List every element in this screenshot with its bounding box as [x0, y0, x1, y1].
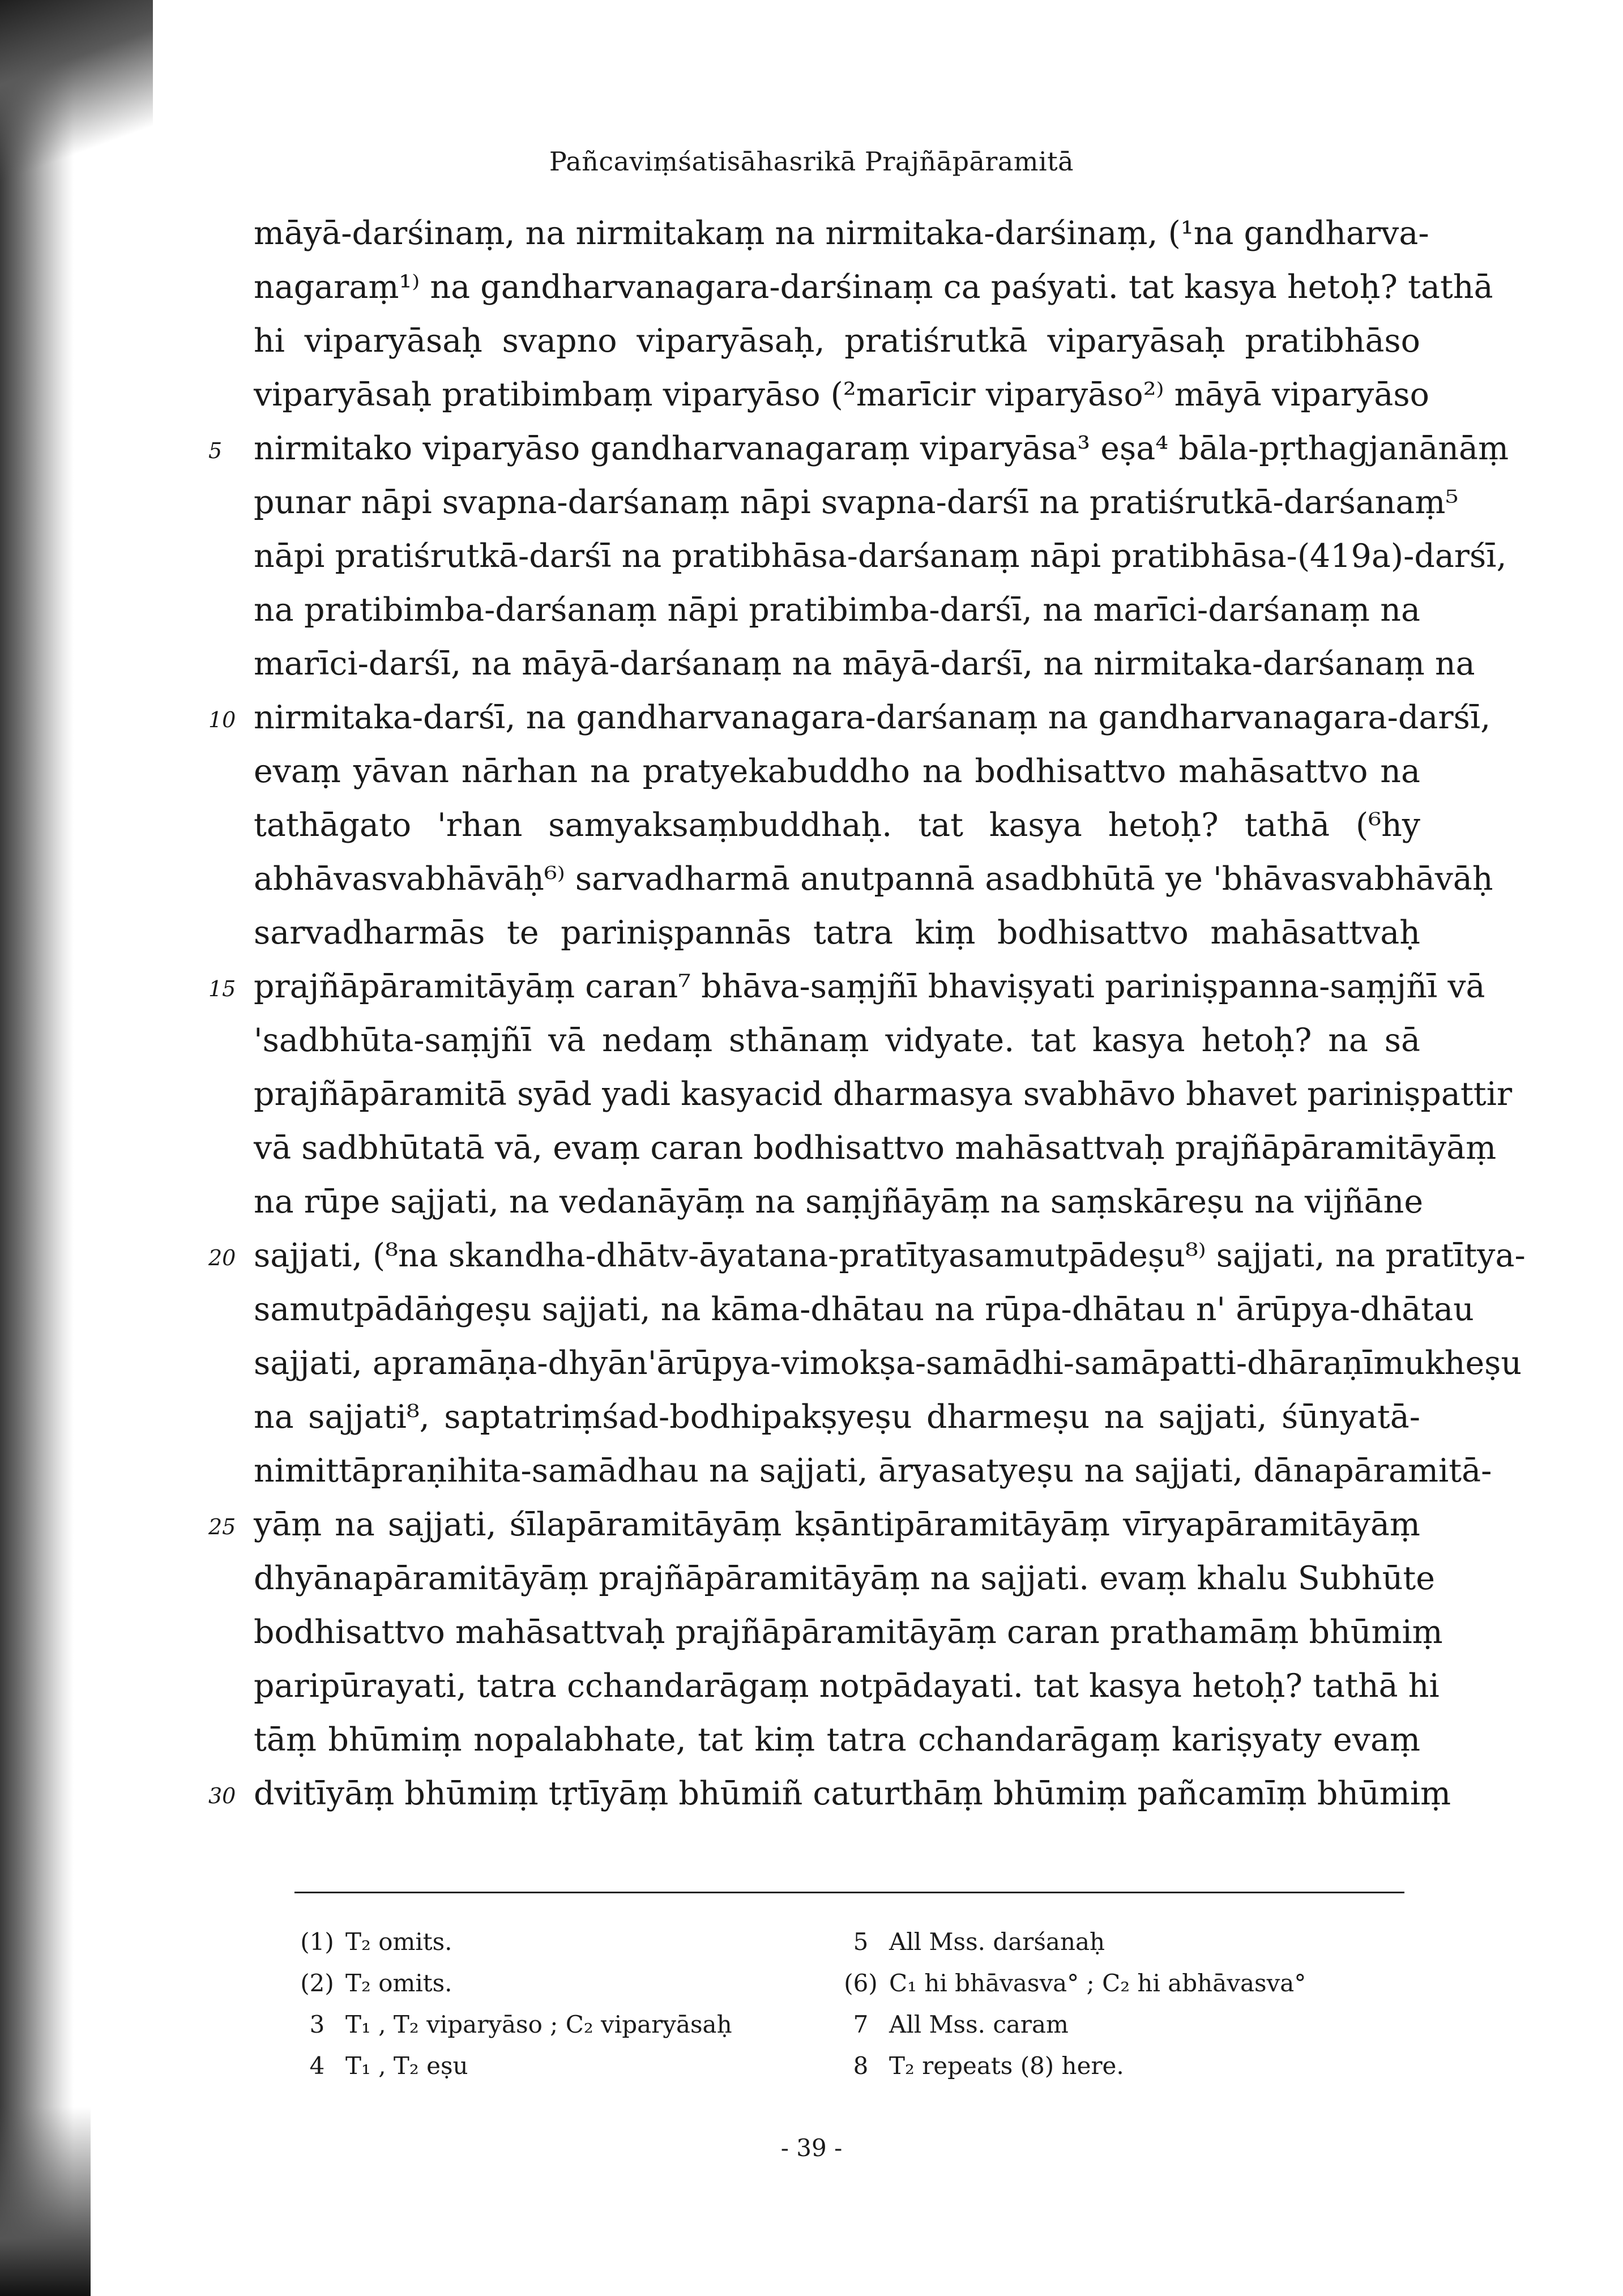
footnote-text: All Mss. caram — [889, 2011, 1069, 2038]
footnote-number: 8 — [853, 2052, 869, 2080]
footnote — [289, 2045, 827, 2086]
footnote — [832, 2045, 1370, 2086]
footnote-rule — [294, 1892, 1404, 1893]
text-line — [254, 314, 1420, 368]
text-line — [254, 207, 1429, 261]
footnote-text: C₁ hi bhāvasva° ; C₂ hi abhāvasva° — [889, 1969, 1306, 1997]
footnote-text: All Mss. darśanaḥ — [889, 1928, 1105, 1956]
text-line — [254, 745, 1420, 799]
line-text: sajjati, (⁸na skandha-dhātv-āyatana-pratītyasamutpādeṣu⁸⁾ sajjati, na pratītya- — [254, 1237, 1526, 1274]
text-line — [254, 637, 1475, 691]
footnote-row — [289, 1962, 1365, 2004]
line-text: dvitīyāṃ bhūmiṃ tṛtīyāṃ bhūmiñ caturthāṃ bhūmiṃ pañcamīṃ bhūmiṃ — [254, 1775, 1451, 1812]
line-text: nāpi pratiśrutkā-darśī na pratibhāsa-darśanaṃ nāpi pratibhāsa-(419a)-darśī, — [254, 537, 1507, 575]
line-text: na sajjati⁸, saptatriṃśad-bodhipakṣyeṣu dharmeṣu na sajjati, śūnyatā- — [254, 1398, 1420, 1436]
footnote — [289, 1921, 827, 1962]
line-number: 20 — [208, 1245, 236, 1270]
footnote — [832, 2004, 1370, 2045]
line-text: tāṃ bhūmiṃ nopalabhate, tat kiṃ tatra cchandarāgaṃ kariṣyaty evaṃ — [254, 1721, 1420, 1759]
text-line — [254, 583, 1420, 637]
line-text: nirmitaka-darśī, na gandharvanagara-darśanaṃ na gandharvanagara-darśī, — [254, 699, 1491, 736]
line-text: punar nāpi svapna-darśanaṃ nāpi svapna-darśī na pratiśrutkā-darśanaṃ⁵ — [254, 484, 1459, 521]
line-text: tathāgato 'rhan samyaksaṃbuddhaḥ. tat kasya hetoḥ? tathā (⁶hy — [254, 806, 1420, 844]
text-line — [254, 1552, 1436, 1606]
text-line — [254, 1283, 1474, 1337]
text-line — [254, 1337, 1522, 1390]
line-number: 10 — [208, 707, 236, 732]
footnote-row — [289, 2045, 1365, 2086]
line-text: bodhisattvo mahāsattvaḥ prajñāpāramitāyāṃ caran prathamāṃ bhūmiṃ — [254, 1614, 1443, 1651]
line-text: 'sadbhūta-saṃjñī vā nedaṃ sthānaṃ vidyate. tat kasya hetoḥ? na sā — [254, 1022, 1420, 1059]
footnote-number: (1) — [300, 1928, 334, 1956]
line-text: abhāvasvabhāvāḥ⁶⁾ sarvadharmā anutpannā asadbhūtā ye 'bhāvasvabhāvāḥ — [254, 860, 1493, 898]
line-text: samutpādāṅgeṣu sajjati, na kāma-dhātau na rūpa-dhātau n' ārūpya-dhātau — [254, 1291, 1474, 1328]
footnote-number: 5 — [853, 1928, 869, 1956]
line-text: prajñāpāramitā syād yadi kasyacid dharmasya svabhāvo bhavet pariniṣpattir — [254, 1076, 1513, 1113]
footnote-row — [289, 2004, 1365, 2045]
text-line — [208, 1229, 1526, 1283]
text-line — [254, 799, 1420, 852]
line-text: viparyāsaḥ pratibimbaṃ viparyāso (²marīcir viparyāso²⁾ māyā viparyāso — [254, 376, 1429, 413]
footnote-number: 3 — [309, 2011, 325, 2038]
book-spine-shadow — [0, 0, 74, 2296]
page-number: - 39 - — [780, 2134, 843, 2162]
text-line — [208, 1767, 1451, 1821]
line-text: sarvadharmās te pariniṣpannās tatra kiṃ bodhisattvo mahāsattvaḥ — [254, 914, 1420, 951]
text-line — [254, 1606, 1443, 1659]
text-line — [208, 1498, 1420, 1552]
footnote — [289, 1962, 827, 2004]
line-text: vā sadbhūtatā vā, evaṃ caran bodhisattvo mahāsattvaḥ prajñāpāramitāyāṃ — [254, 1129, 1497, 1167]
footnote — [289, 2004, 827, 2045]
footnote — [832, 1962, 1370, 2004]
text-line — [254, 368, 1429, 422]
line-text: na pratibimba-darśanaṃ nāpi pratibimba-darśī, na marīci-darśanaṃ na — [254, 591, 1420, 629]
text-line — [208, 422, 1509, 476]
line-text: dhyānapāramitāyāṃ prajñāpāramitāyāṃ na sajjati. evaṃ khalu Subhūte — [254, 1560, 1436, 1597]
text-line — [254, 1659, 1440, 1713]
line-number: 25 — [208, 1514, 236, 1539]
footnote-text: T₁ , T₂ eṣu — [345, 2052, 468, 2080]
text-line — [254, 1713, 1420, 1767]
line-text: prajñāpāramitāyāṃ caran⁷ bhāva-saṃjñī bhaviṣyati pariniṣpanna-saṃjñī vā — [254, 968, 1485, 1005]
text-line — [208, 691, 1491, 745]
line-text: marīci-darśī, na māyā-darśanaṃ na māyā-darśī, na nirmitaka-darśanaṃ na — [254, 645, 1475, 682]
line-text: na rūpe sajjati, na vedanāyāṃ na saṃjñāyāṃ na saṃskāreṣu na vijñāne — [254, 1183, 1424, 1220]
text-line — [254, 1121, 1497, 1175]
text-line — [208, 960, 1485, 1014]
text-line — [254, 530, 1507, 583]
text-line — [254, 906, 1420, 960]
footnote-text: T₁ , T₂ viparyāso ; C₂ viparyāsaḥ — [345, 2011, 732, 2038]
line-number: 5 — [208, 438, 223, 463]
text-line — [254, 1444, 1492, 1498]
line-number: 30 — [208, 1783, 236, 1808]
line-text: māyā-darśinaṃ, na nirmitakaṃ na nirmitaka-darśinaṃ, (¹na gandharva- — [254, 215, 1429, 252]
text-line — [254, 1175, 1424, 1229]
footnote-text: T₂ omits. — [345, 1928, 452, 1956]
footnote-number: (2) — [300, 1969, 334, 1997]
line-text: nirmitako viparyāso gandharvanagaraṃ viparyāsa³ eṣa⁴ bāla-pṛthagjanānāṃ — [254, 430, 1509, 467]
running-title: Pañcaviṃśatisāhasrikā Prajñāpāramitā — [549, 146, 1074, 177]
text-line — [254, 1068, 1513, 1121]
text-line — [254, 476, 1459, 530]
text-line — [254, 1390, 1420, 1444]
line-text: yāṃ na sajjati, śīlapāramitāyāṃ kṣāntipāramitāyāṃ vīryapāramitāyāṃ — [254, 1506, 1420, 1543]
footnote-row — [289, 1921, 1365, 1962]
line-number: 15 — [208, 976, 236, 1001]
footnote-text: T₂ omits. — [345, 1969, 452, 1997]
footnote-number: (6) — [844, 1969, 878, 1997]
line-text: hi viparyāsaḥ svapno viparyāsaḥ, pratiśrutkā viparyāsaḥ pratibhāso — [254, 322, 1420, 360]
text-line — [254, 852, 1493, 906]
text-line — [254, 261, 1493, 314]
footnote — [832, 1921, 1370, 1962]
footnote-number: 4 — [309, 2052, 325, 2080]
line-text: paripūrayati, tatra cchandarāgaṃ notpādayati. tat kasya hetoḥ? tathā hi — [254, 1667, 1440, 1705]
line-text: evaṃ yāvan nārhan na pratyekabuddho na bodhisattvo mahāsattvo na — [254, 753, 1420, 790]
text-line — [254, 1014, 1420, 1068]
line-text: nimittāpraṇihita-samādhau na sajjati, āryasatyeṣu na sajjati, dānapāramitā- — [254, 1452, 1492, 1490]
footnote-text: T₂ repeats (8) here. — [889, 2052, 1124, 2080]
footnote-number: 7 — [853, 2011, 869, 2038]
main-text — [208, 207, 1526, 1821]
footnotes — [289, 1921, 1365, 2086]
line-text: nagaraṃ¹⁾ na gandharvanagara-darśinaṃ ca paśyati. tat kasya hetoḥ? tathā — [254, 268, 1493, 306]
line-text: sajjati, apramāṇa-dhyān'ārūpya-vimokṣa-samādhi-samāpatti-dhāraṇīmukheṣu — [254, 1345, 1522, 1382]
